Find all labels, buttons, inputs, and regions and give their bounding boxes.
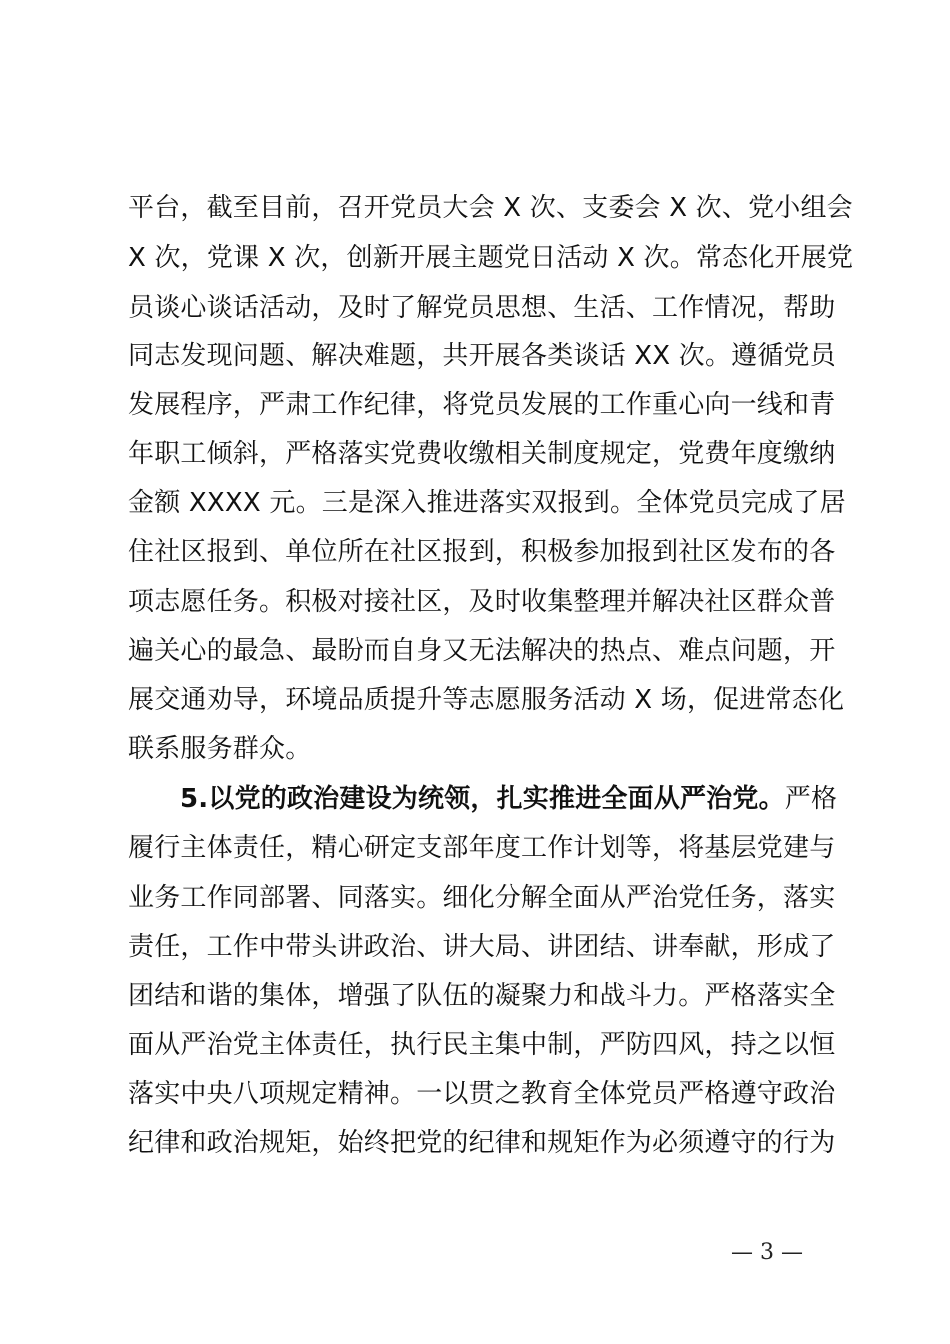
- page-number: — 3 —: [731, 1240, 803, 1265]
- section-5-heading: 5.以党的政治建设为统领，扎实推进全面从严治党。: [180, 784, 785, 814]
- body-text-line: 联系服务群众。: [128, 734, 312, 764]
- body-text-line: 员谈心谈话活动，及时了解党员思想、生活、工作情况，帮助: [128, 293, 836, 323]
- section-5-heading-continuation: 严格: [784, 784, 838, 814]
- body-text-line: 项志愿任务。积极对接社区，及时收集整理并解决社区群众普: [128, 587, 836, 617]
- body-text-line: 金额 XXXX 元。三是深入推进落实双报到。全体党员完成了居: [128, 488, 846, 518]
- body-text-line: 平台，截至目前，召开党员大会 X 次、支委会 X 次、党小组会: [128, 193, 853, 223]
- body-text-line: 业务工作同部署、同落实。细化分解全面从严治党任务，落实: [128, 883, 836, 913]
- body-text-line: 纪律和政治规矩，始终把党的纪律和规矩作为必须遵守的行为: [128, 1128, 836, 1158]
- body-text-line: 面从严治党主体责任，执行民主集中制，严防四风，持之以恒: [128, 1030, 836, 1060]
- body-text-line: 团结和谐的集体，增强了队伍的凝聚力和战斗力。严格落实全: [128, 981, 836, 1011]
- body-text-line: 同志发现问题、解决难题，共开展各类谈话 XX 次。遵循党员: [128, 341, 836, 371]
- body-text-line: 遍关心的最急、最盼而自身又无法解决的热点、难点问题，开: [128, 636, 836, 666]
- body-text-line: X 次，党课 X 次，创新开展主题党日活动 X 次。常态化开展党: [128, 243, 854, 273]
- body-text-line: 责任，工作中带头讲政治、讲大局、讲团结、讲奉献，形成了: [128, 932, 836, 962]
- body-text-line: 年职工倾斜，严格落实党费收缴相关制度规定，党费年度缴纳: [128, 439, 836, 469]
- body-text-line: 履行主体责任，精心研定支部年度工作计划等，将基层党建与: [128, 833, 836, 863]
- body-text-line: 展交通劝导，环境品质提升等志愿服务活动 X 场，促进常态化: [128, 685, 845, 715]
- section-5-first-line: [180, 779, 838, 819]
- body-text-line: 落实中央八项规定精神。一以贯之教育全体党员严格遵守政治: [128, 1079, 836, 1109]
- body-text-line: 发展程序，严肃工作纪律，将党员发展的工作重心向一线和青: [128, 390, 836, 420]
- body-text-line: 住社区报到、单位所在社区报到，积极参加报到社区发布的各: [128, 537, 836, 567]
